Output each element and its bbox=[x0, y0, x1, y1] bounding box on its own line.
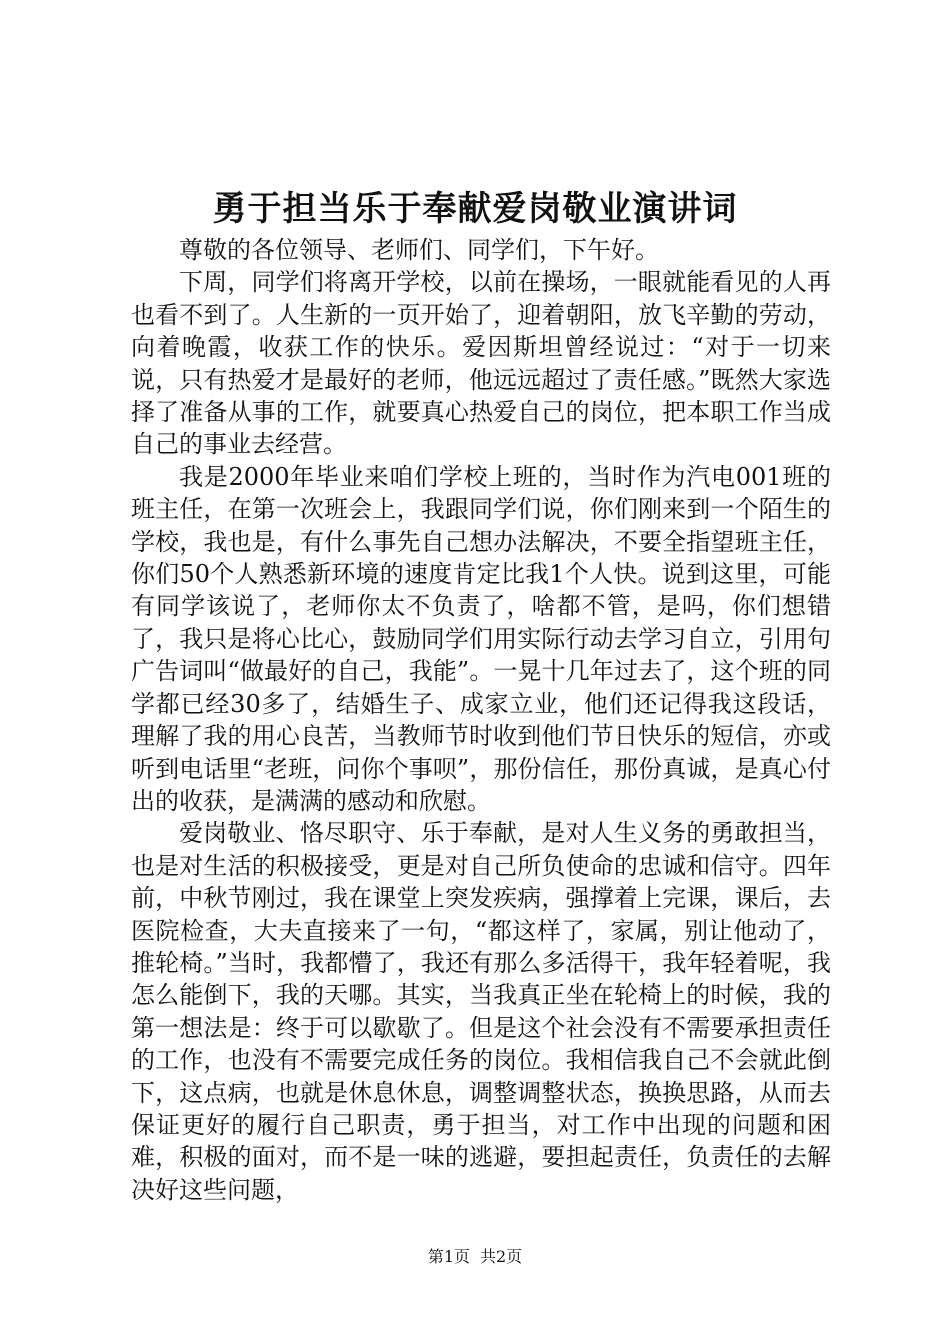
page-footer bbox=[0, 1246, 950, 1268]
document-title: 勇于担当乐于奉献爱岗敬业演讲词 bbox=[212, 189, 738, 229]
paragraph: 我是2000年毕业来咱们学校上班的，当时作为汽电001班的班主任，在第一次班会上，我跟同学们说，你们刚来到一个陌生的学校，我也是，有什么事先自己想办法解决，不要全指望班主任，你们50个人熟悉新环境的速度肯定比我1个人快。说到这里，可能有同学该说了，老师你太不负责了，啥都不管，是吗，你们想错了，我只是将心比心，鼓励同学们用实际行动去学习自立，引用句广告词叫“做最好的自己，我能”。一晃十几年过去了，这个班的同学都已经30多了，结婚生子、成家立业，他们还记得我这段话，理解了我的用心良苦，当教师节时收到他们节日快乐的短信，亦或听到电话里“老班，问你个事呗”，那份信任，那份真诚，是真心付出的收获，是满满的感动和欣慰。 bbox=[131, 462, 831, 815]
document-body bbox=[131, 234, 831, 1206]
paragraph: 下周，同学们将离开学校，以前在操场，一眼就能看见的人再也看不到了。人生新的一页开始了，迎着朝阳，放飞辛勤的劳动，向着晚霞，收获工作的快乐。爱因斯坦曾经说过：“对于一切来说，只有热爱才是最好的老师，他远远超过了责任感。”既然大家选择了准备从事的工作，就要真心热爱自己的岗位，把本职工作当成自己的事业去经营。 bbox=[131, 268, 831, 459]
page-number-current: 第1页 bbox=[427, 1247, 470, 1266]
paragraph: 爱岗敬业、恪尽职守、乐于奉献，是对人生义务的勇敢担当，也是对生活的积极接受，更是对自己所负使命的忠诚和信守。四年前，中秋节刚过，我在课堂上突发疾病，强撑着上完课，课后，去医院检查，大夫直接来了一句，“都这样了，家属，别让他动了，推轮椅。”当时，我都懵了，我还有那么多活得干，我年轻着呢，我怎么能倒下，我的天哪。其实，当我真正坐在轮椅上的时候，我的第一想法是：终于可以歇歇了。但是这个社会没有不需要承担责任的工作，也没有不需要完成任务的岗位。我相信我自己不会就此倒下，这点病，也就是休息休息，调整调整状态，换换思路，从而去保证更好的履行自己职责，勇于担当，对工作中出现的问题和困难，积极的面对，而不是一味的逃避，要担起责任，负责任的去解决好这些问题， bbox=[131, 819, 831, 1204]
paragraph-greeting: 尊敬的各位领导、老师们、同学们，下午好。 bbox=[179, 236, 659, 264]
page-number-total: 共2页 bbox=[480, 1247, 523, 1266]
